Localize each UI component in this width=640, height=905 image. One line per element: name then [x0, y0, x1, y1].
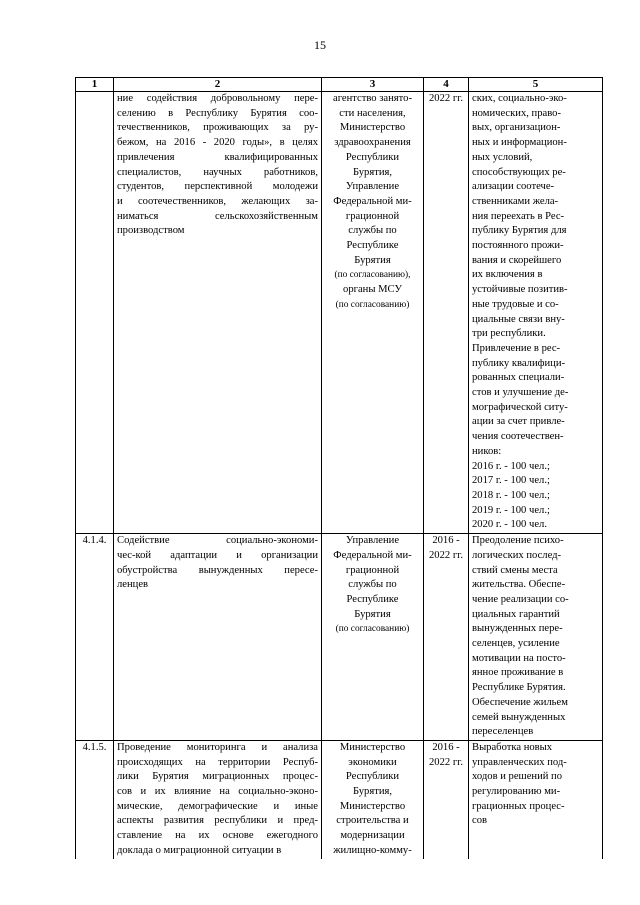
text-line: Министерство [339, 741, 406, 753]
responsible-executors [322, 92, 424, 534]
text-line: ные трудовые и со- [472, 298, 559, 310]
column-header: 5 [469, 78, 603, 92]
text-line: семей вынужденных [472, 711, 566, 723]
text-line: Бурятия, [352, 166, 393, 178]
text-line: сов и их влияние на социально-эконо- [117, 786, 318, 798]
text-line: вынужденных пере- [472, 623, 563, 635]
text-line: ализации соотече- [472, 181, 555, 193]
text-line: течественников, проживающих за ру- [117, 122, 318, 134]
text-line: ственниками жела- [472, 195, 559, 207]
text-line: бежом, на 2016 - 2020 годы», в целях [117, 137, 318, 149]
text-line: 2022 гг. [429, 549, 463, 561]
text-line: мографической ситу- [472, 401, 568, 413]
text-line: ниматься сельскохозяйственным [117, 210, 318, 222]
text-line: селенцев, усиление [472, 638, 560, 650]
text-line: ации за счет привле- [472, 416, 565, 428]
text-line: логических послед- [472, 549, 562, 561]
table-row [76, 534, 603, 741]
text-line: переселенцев [472, 726, 534, 738]
text-line: Республике [346, 240, 399, 252]
text-line: публику Бурятия для [472, 225, 567, 237]
text-line: Содействие социально-экономи- [117, 535, 318, 547]
item-number: 4.1.4. [76, 534, 114, 741]
text-line: студентов, перспективной молодежи [117, 181, 318, 193]
text-line: ния переехать в Рес- [472, 210, 565, 222]
text-line: ленцев [117, 579, 149, 591]
text-line: мические, демографические и иные [117, 800, 318, 812]
text-line: Привлечение в рес- [472, 342, 561, 354]
text-line: циальные связи вну- [472, 313, 565, 325]
implementation-term [424, 740, 469, 859]
column-header: 1 [76, 78, 114, 92]
text-line: Преодоление психо- [472, 535, 564, 547]
expected-result [469, 534, 603, 741]
text-line: здравоохранения [334, 137, 411, 149]
text-line: 2018 г. - 100 чел.; [472, 489, 550, 501]
text-line: сти населения, [339, 107, 406, 119]
text-line: Бурятия [354, 254, 391, 266]
text-line: (по согласованию), [334, 270, 411, 281]
text-line: привлечения квалифицированных [117, 151, 318, 163]
text-line: регулированию ми- [472, 786, 561, 798]
text-line: номических, право- [472, 107, 561, 119]
text-line: экономики [348, 756, 397, 768]
expected-result [469, 740, 603, 859]
text-line: жительства. Обеспе- [472, 579, 566, 591]
text-line: лики Бурятия миграционных процес- [117, 771, 318, 783]
table-header-row [76, 78, 603, 92]
text-line: 2022 гг. [429, 756, 463, 768]
text-line: способствующих ре- [472, 166, 566, 178]
text-line: чение реализации со- [472, 593, 569, 605]
text-line: Управление [345, 181, 400, 193]
text-line: 2016 - [432, 741, 460, 753]
text-line: органы МСУ [343, 284, 402, 296]
text-line: специалистов, научных работников, [117, 166, 318, 178]
text-line: 2019 г. - 100 чел.; [472, 504, 550, 516]
text-line: янное проживание в [472, 667, 564, 679]
text-line: ставление на их основе ежегодного [117, 830, 318, 842]
implementation-term [424, 92, 469, 534]
text-line: Управление [345, 535, 400, 547]
text-line: службы по [348, 225, 397, 237]
text-line: 2016 - [432, 535, 460, 547]
implementation-term [424, 534, 469, 741]
text-line: рованных специали- [472, 372, 565, 384]
text-line: Министерство [339, 800, 406, 812]
text-line: и соотечественников, желающих за- [117, 195, 318, 207]
text-line: ных и информацион- [472, 137, 567, 149]
text-line: Федеральной ми- [333, 195, 412, 207]
text-line: строительства и [336, 815, 409, 827]
text-line: обустройства вынужденных пересе- [117, 564, 318, 576]
text-line: (по согласованию) [335, 299, 410, 310]
text-line: Республике Бурятия. [472, 682, 566, 694]
text-line: Республике [346, 593, 399, 605]
text-line: мотивации на посто- [472, 652, 566, 664]
text-line: грационных процес- [472, 800, 565, 812]
text-line: 2016 г. - 100 чел.; [472, 460, 550, 472]
text-line: Выработка новых [472, 741, 553, 753]
text-line: циальных гарантий [472, 608, 560, 620]
item-number: 4.1.5. [76, 740, 114, 859]
text-line: грационной [345, 210, 400, 222]
text-line: агентство занято- [333, 93, 412, 104]
text-line: постоянного прожи- [472, 240, 564, 252]
text-line: происходящих на территории Респуб- [117, 756, 318, 768]
text-line: Проведение мониторинга и анализа [117, 741, 318, 753]
text-line: их включения в [472, 269, 543, 281]
text-line: чения соотечествен- [472, 431, 564, 443]
text-line: 2020 г. - 100 чел. [472, 519, 547, 531]
item-number [76, 92, 114, 534]
text-line: вания и скорейшего [472, 254, 562, 266]
measure-description [114, 534, 322, 741]
text-line: сов [472, 815, 488, 827]
text-line: ных условий, [472, 151, 533, 163]
text-line: Бурятия, [352, 786, 393, 798]
responsible-executors [322, 740, 424, 859]
text-line: производством [117, 225, 185, 237]
text-line: вых, организацион- [472, 122, 561, 134]
table-row [76, 92, 603, 534]
column-header: 3 [322, 78, 424, 92]
responsible-executors [322, 534, 424, 741]
text-line: (по согласованию) [335, 624, 410, 635]
text-line: Министерство [339, 122, 406, 134]
table-row [76, 740, 603, 859]
text-line: стов и улучшение де- [472, 387, 569, 399]
text-line: Республики [345, 771, 400, 783]
text-line: ходов и решений по [472, 771, 563, 783]
text-line: три республики. [472, 328, 546, 340]
text-line: 2022 гг. [429, 93, 463, 104]
text-line: службы по [348, 579, 397, 591]
measure-description [114, 740, 322, 859]
text-line: аспекты развития республики и пред- [117, 815, 318, 827]
text-line: ствий смены места [472, 564, 558, 576]
text-line: Федеральной ми- [333, 549, 412, 561]
text-line: Бурятия [354, 608, 391, 620]
text-line: грационной [345, 564, 400, 576]
text-line: ние содействия добровольному пере- [117, 93, 318, 104]
text-line: ников: [472, 445, 502, 457]
column-header: 2 [114, 78, 322, 92]
text-line: устойчивые позитив- [472, 284, 568, 296]
text-line: 2017 г. - 100 чел.; [472, 475, 550, 487]
page-number: 15 [314, 38, 326, 52]
text-line: Республики [345, 151, 400, 163]
expected-result [469, 92, 603, 534]
column-header: 4 [424, 78, 469, 92]
text-line: управленческих под- [472, 756, 567, 768]
text-line: публику квалифици- [472, 357, 566, 369]
measure-description [114, 92, 322, 534]
text-line: селению в Республику Бурятия соо- [117, 107, 318, 119]
text-line: чес-кой адаптации и организации [117, 549, 318, 561]
program-table [75, 77, 603, 859]
text-line: ских, социально-эко- [472, 93, 567, 104]
text-line: Обеспечение жильем [472, 696, 568, 708]
text-line: модернизации [340, 830, 405, 842]
text-line: жилищно-комму- [333, 844, 412, 856]
text-line: доклада о миграционной ситуации в [117, 844, 282, 856]
